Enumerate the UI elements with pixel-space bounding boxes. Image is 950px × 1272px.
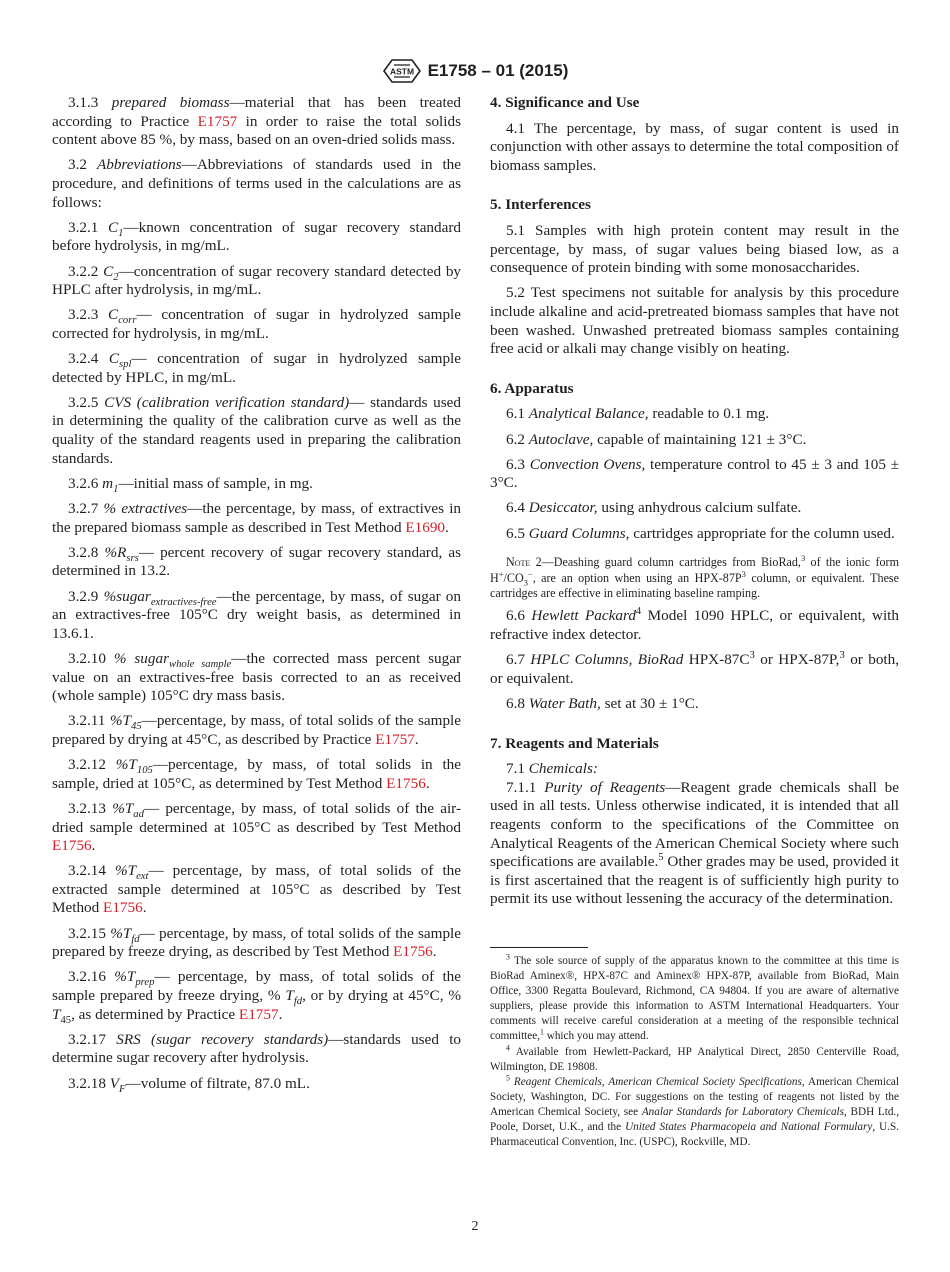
astm-logo-icon <box>382 56 422 86</box>
section-6-8: 6.8 Water Bath, set at 30 ± 1°C. <box>506 695 699 713</box>
section-3-2-15: 3.2.15 $\%T_{fd}—$ percentage, by mass, of total solids of the sample prepared by freeze drying, as described by Test Method E1756. <box>52 924 461 961</box>
section-6-5: 6.5 Guard Columns, cartridges appropriate for the column used. <box>506 524 895 542</box>
section-3-2-1: 3.2.1 $C_1—known$ concentration of sugar recovery standard before hydrolysis, in mg/mL. <box>52 218 462 255</box>
section-6-3: 6.3 Convection Ovens, temperature control to 45 ± 3 and 105 ± 3°C. <box>490 455 900 492</box>
section-3-2-16: 3.2.16 $\%T_{prep}—$ percentage, by mass, of total solids of the sample prepared by freeze drying, % $T_{fd}$, or by drying at 45°C, % $T_{45}$, as determined by Practice E1757. <box>52 968 462 1026</box>
link-e1757[interactable]: E1757 <box>238 1005 279 1023</box>
footnote-divider <box>490 947 588 948</box>
section-3-2-3: 3.2.3 $C_{corr}—$ concentration of sugar in hydrolyzed sample corrected for hydrolysis, in mg/mL. <box>52 306 462 342</box>
section-3-2-14: 3.2.14 $\%T_{ext}—$ percentage, by mass, of total solids of the extracted sample determined at 105°C as described by Test Method E1756. <box>52 862 461 917</box>
section-5-2: 5.2 Test specimens not suitable for analysis by this procedure include alkaline and acid-pretreated biomass samples that have not been washed. Unwashed pretreated biomass samples containing free acid or alkali may change visibly on heating. <box>490 284 899 358</box>
page-header <box>0 56 950 86</box>
link-e1690[interactable]: E1690 <box>405 518 446 536</box>
section-7-1: 7.1 Chemicals: <box>506 760 598 778</box>
section-6-1: 6.1 Analytical Balance, readable to 0.1 mg. <box>506 405 770 423</box>
section-3-2-7: 3.2.7 % extractives—the percentage, by mass, of extractives in the prepared biomass sample as described in Test Method E1690. <box>52 500 462 536</box>
section-3-2-10: 3.2.10 % sugar$_{whole sample}$—the corrected mass percent sugar value on an extractives-free basis corrected to an as received (whole sample) 105°C dry mass basis. <box>52 649 461 705</box>
link-e1757[interactable]: E1757 <box>197 112 238 130</box>
right-column <box>490 94 899 1150</box>
svg-text:ASTM: ASTM <box>389 66 414 77</box>
link-e1756[interactable]: E1756 <box>393 943 433 961</box>
document-id: E1758 – 01 (2015) <box>427 61 569 80</box>
section-6-6: 6.6 Hewlett Packard$^4$ Model 1090 HPLC, or equivalent, with refractive index detector. <box>490 606 899 644</box>
link-e1756[interactable]: E1756 <box>103 899 143 917</box>
link-e1756[interactable]: E1756 <box>386 774 426 792</box>
section-4-1: 4.1 The percentage, by mass, of sugar content is used in conjunction with other assays to determine the total composition of biomass samples. <box>490 119 899 174</box>
heading-apparatus: 6. Apparatus <box>490 379 574 397</box>
section-3-2-18: 3.2.18 $V_F—volume$ of filtrate, 87.0 mL. <box>68 1074 310 1095</box>
section-3-2-9: 3.2.9 %sugar$_{extractives-free}$—the percentage, by mass, of sugar on an extractives-free 105°C dry weight basis, as determined in 13.6.1. <box>52 587 461 642</box>
section-3-2-6: 3.2.6 $m_1—initial$ mass of sample, in mg. <box>68 474 313 495</box>
footnote-4: $^4$ Available from Hewlett-Packard, HP Analytical Direct, 2850 Centerville Road, Wilmington, DE 19808. <box>490 1042 899 1073</box>
footnote-3: $^3$ The sole source of supply of the apparatus known to the committee at this time is BioRad Aminex®, HPX-87C and Aminex® HPX-87P, available from BioRad, Main Office, 3300 Regatta Boulevard, Richmond, CA 94804. If you are aware of alternative suppliers, please provide this information to ASTM International Headquarters. Your comments will receive careful consideration at a meeting of the responsible technical committee,$^1$ which you may attend. <box>490 952 899 1043</box>
link-e1756[interactable]: E1756 <box>52 837 92 855</box>
section-3-2-12: 3.2.12 $\%T_{105}—percentage$, by mass, of total solids in the sample, dried at 105°C, as determined by Test Method E1756. <box>52 756 462 792</box>
section-7-1-1: 7.1.1 Purity of Reagents—Reagent grade chemicals shall be used in all tests. Unless otherwise indicated, it is intended that all reagents conform to the specifications of the Committee on Analytical Reagents of the American Chemical Society where such specifications are available.$^5$ Other grades may be used, provided it is first ascertained that the reagent is of sufficiently high purity to permit its use without lessening the accuracy of the determination. <box>490 778 899 908</box>
link-e1757[interactable]: E1757 <box>375 730 415 748</box>
footnote-5: $^5$ Reagent Chemicals, American Chemical Society Specifications, American Chemical Society, Washington, DC. For suggestions on the testing of reagents not listed by the American Chemical Society, see Analar Standards for Laboratory Chemicals, BDH Ltd., Poole, Dorset, U.K., and the United States Pharmacopeia and National Formulary, U.S. Pharmaceutical Convention, Inc. (USPC), Rockville, MD. <box>490 1072 900 1149</box>
section-3-2-2: 3.2.2 $C_2—concentration$ of sugar recovery standard detected by HPLC after hydrolysis, in mg/mL. <box>52 262 462 299</box>
page-number: 2 <box>471 1219 479 1234</box>
section-6-2: 6.2 Autoclave, capable of maintaining 121 ± 3°C. <box>506 430 807 448</box>
section-3-2-17: 3.2.17 SRS (sugar recovery standards)—standards used to determine sugar recovery after hydrolysis. <box>52 1030 462 1067</box>
section-3-2-13: 3.2.13 $\%T_{ad}—$ percentage, by mass, of total solids of the air-dried sample determined at 105°C as described by Test Method E1756. <box>52 799 461 855</box>
section-3-2-8: 3.2.8 $\%R_{srs}—$ percent recovery of sugar recovery standard, as determined in 13.2. <box>52 543 462 580</box>
heading-significance-and-use: 4. Significance and Use <box>490 94 640 111</box>
section-3-2-5: 3.2.5 CVS (calibration verification standard)— standards used in determining the quality of the calibration curve as well as the quality of the standard reagents used in preparing the calibration standards. <box>52 393 462 467</box>
heading-interferences: 5. Interferences <box>490 196 591 214</box>
note-2: Note 2—Deashing guard column cartridges from BioRad,$^3$ of the ionic form $H^+/CO_3^-$, are an option when using an HPX-$87P^3$ column, or equivalent. These cartridges are effective in eliminating baseline ramping. <box>490 553 900 601</box>
section-3-2: 3.2 Abbreviations—Abbreviations of standards used in the procedure, and definitions of terms used in the calculations are as follows: <box>52 156 461 211</box>
section-6-7: 6.7 HPLC Columns, BioRad HPX-$87C^3$ or HPX-87P,$^3$ or both, or equivalent. <box>490 650 900 687</box>
section-3-2-11: 3.2.11 $\%T_{45}—percentage$, by mass, of total solids of the sample prepared by drying at 45°C, as described by Practice E1757. <box>52 712 461 748</box>
section-5-1: 5.1 Samples with high protein content may result in the percentage, by mass, of sugar values being biased low, as a consequence of protein binding with some monosaccharides. <box>490 221 899 277</box>
heading-reagents-and-materials: 7. Reagents and Materials <box>490 734 659 752</box>
section-3-2-4: 3.2.4 $C_{spl}—$ concentration of sugar in hydrolyzed sample detected by HPLC, in mg/mL. <box>52 350 462 386</box>
section-6-4: 6.4 Desiccator, using anhydrous calcium sulfate. <box>506 499 802 517</box>
left-column <box>52 94 461 1100</box>
section-3-1-3: 3.1.3 prepared biomass—material that has been treated according to Practice E1757 in order to raise the total solids content above 85 %, by mass, based on an oven-dried solids mass. <box>52 94 461 149</box>
